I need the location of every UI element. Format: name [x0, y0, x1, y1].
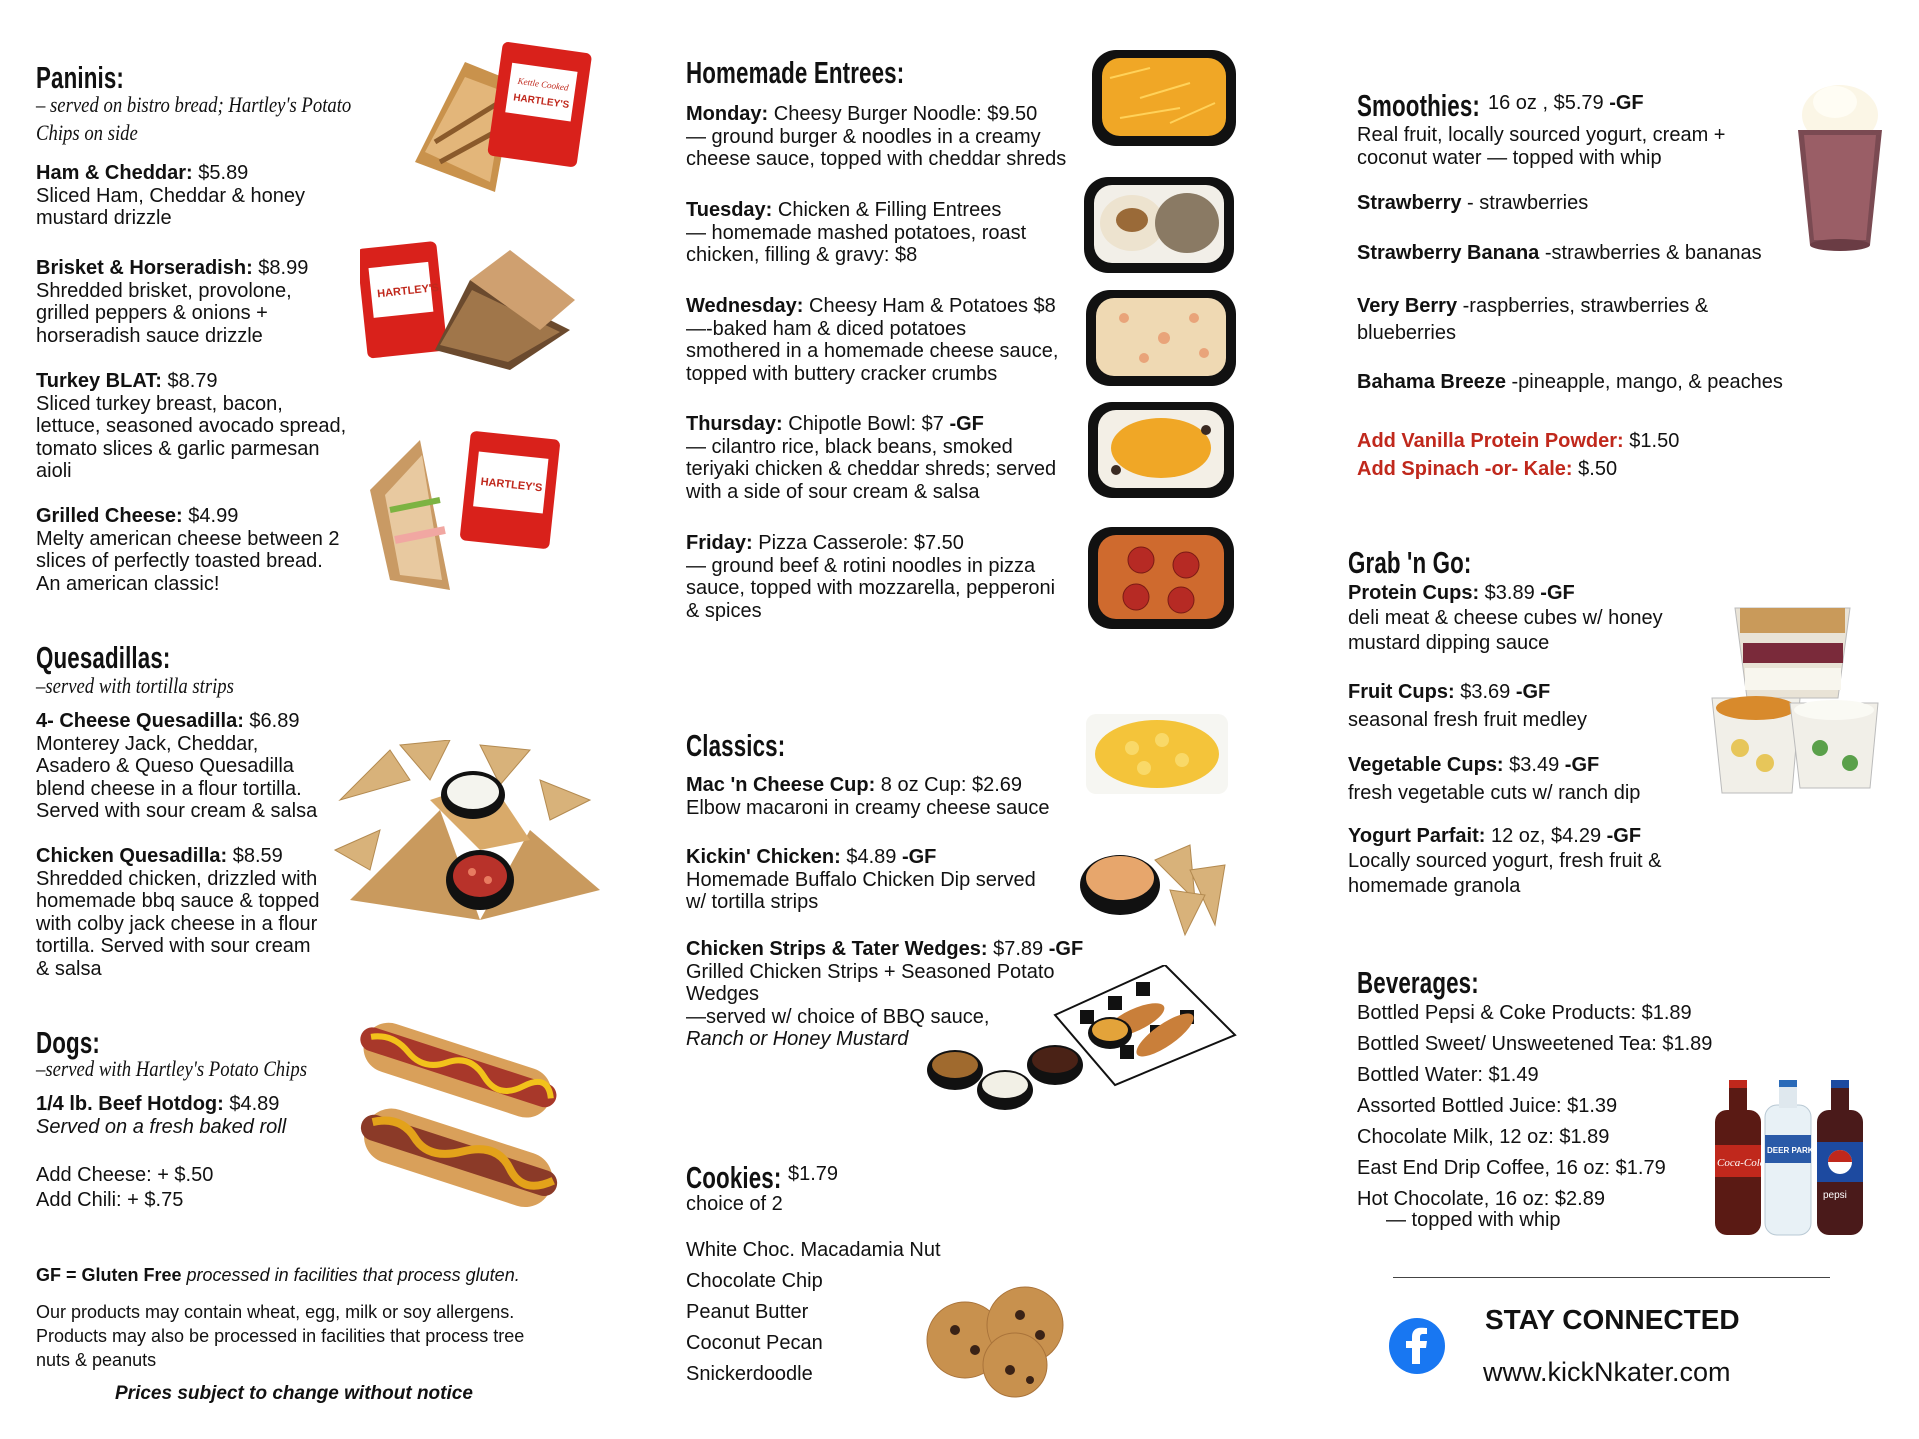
smoothie-addons: Add Vanilla Protein Powder: $1.50 Add Spinach -or- Kale: $.50 [1357, 430, 1680, 480]
cookies-heading: Cookies: [686, 1160, 782, 1195]
chicken-strips-image [915, 965, 1245, 1115]
paninis-subtitle-1: – served on bistro bread; Hartley's Potato [36, 92, 352, 117]
entree-tuesday-image [1082, 175, 1236, 275]
chip-bag-brand: Kettle Cooked [517, 75, 570, 93]
menu-item-beef-hotdog: 1/4 lb. Beef Hotdog: $4.89 Served on a fresh baked roll [36, 1093, 287, 1138]
turkey-blat-image [360, 430, 570, 600]
beverages-heading: Beverages: [1357, 965, 1479, 1000]
cookies-note: choice of 2 [686, 1193, 783, 1215]
menu-item-grilled-cheese: Grilled Cheese: $4.99 Melty american cheese between 2 slices of perfectly toasted bread. An american classic! [36, 505, 340, 595]
grab-n-go-heading: Grab 'n Go: [1348, 545, 1472, 580]
cookie-flavor: Snickerdoodle [686, 1363, 813, 1385]
grab-yogurt-parfait: Yogurt Parfait: 12 oz, $4.29 -GF Locally sourced yogurt, fresh fruit & homemade granola [1348, 825, 1662, 897]
smoothie-very-berry: Very Berry -raspberries, strawberries & blueberries [1357, 295, 1709, 344]
buffalo-dip-image [1075, 840, 1240, 940]
quesadillas-subtitle: –served with tortilla strips [36, 673, 234, 698]
brisket-chips-image [360, 240, 580, 380]
cookie-flavor: White Choc. Macadamia Nut [686, 1239, 941, 1261]
entree-friday: Friday: Pizza Casserole: $7.50 — ground beef & rotini noodles in pizza sauce, topped with mozzarella, pepperoni & spices [686, 532, 1056, 622]
classic-kickin-chicken: Kickin' Chicken: $4.89 -GF Homemade Buffalo Chicken Dip served w/ tortilla strips [686, 846, 1036, 913]
dogs-heading: Dogs: [36, 1025, 100, 1060]
beverage-item: Chocolate Milk, 12 oz: $1.89 [1357, 1126, 1610, 1148]
cookie-flavor: Chocolate Chip [686, 1270, 823, 1292]
entree-thursday-image [1086, 400, 1236, 500]
svg-text:HARTLEY'S: HARTLEY'S [480, 475, 543, 495]
pepsi-label: pepsi [1823, 1190, 1847, 1201]
beverage-item: Assorted Bottled Juice: $1.39 [1357, 1095, 1618, 1117]
hotdog-addons: Add Cheese: + $.50 Add Chili: + $.75 [36, 1164, 214, 1211]
cookie-flavor: Peanut Butter [686, 1301, 809, 1323]
menu-item-ham-cheddar: Ham & Cheddar: $5.89 Sliced Ham, Cheddar & honey mustard drizzle [36, 162, 306, 229]
entree-thursday: Thursday: Chipotle Bowl: $7 -GF — cilantro rice, black beans, smoked teriyaki chicken & cheddar shreds; served with a side of sour cream & salsa [686, 413, 1057, 503]
gluten-free-note: GF = Gluten Free processed in facilities that process gluten. [36, 1265, 520, 1285]
cookie-flavor: Coconut Pecan [686, 1332, 823, 1354]
beverage-item: Bottled Pepsi & Coke Products: $1.89 [1357, 1002, 1692, 1024]
grab-vegetable-cups: Vegetable Cups: $3.49 -GF fresh vegetable cuts w/ ranch dip [1348, 754, 1641, 804]
paninis-subtitle-2: Chips on side [36, 120, 138, 145]
coke-label: Coca-Cola [1717, 1157, 1766, 1169]
entree-friday-image [1086, 525, 1236, 631]
smoothie-bahama-breeze: Bahama Breeze -pineapple, mango, & peaches [1357, 371, 1783, 393]
smoothies-desc: Real fruit, locally sourced yogurt, cream + coconut water — topped with whip [1357, 124, 1726, 169]
cookies-image [915, 1285, 1075, 1400]
bottles-image [1705, 1080, 1875, 1240]
menu-item-brisket: Brisket & Horseradish: $8.99 Shredded brisket, provolone, grilled peppers & onions + horseradish sauce drizzle [36, 257, 309, 347]
smoothie-strawberry-banana: Strawberry Banana -strawberries & bananas [1357, 242, 1762, 264]
stay-connected-title: STAY CONNECTED [1485, 1304, 1740, 1335]
water-label: DEER PARK [1767, 1146, 1814, 1155]
menu-item-chicken-quesadilla: Chicken Quesadilla: $8.59 Shredded chicken, drizzled with homemade bbq sauce & topped with colby jack cheese in a flour tortilla. Served with sour cream & salsa [36, 845, 320, 980]
menu-item-turkey-blat: Turkey BLAT: $8.79 Sliced turkey breast, bacon, lettuce, seasoned avocado spread, tomato slices & garlic parmesan aioli [36, 370, 347, 482]
website-link[interactable]: www.kickNkater.com [1483, 1357, 1731, 1387]
price-notice: Prices subject to change without notice [115, 1383, 473, 1404]
hotdog-image [350, 1010, 565, 1225]
menu-item-4-cheese-quesadilla: 4- Cheese Quesadilla: $6.89 Monterey Jack, Cheddar, Asadero & Queso Quesadilla blend cheese in a flour tortilla. Served with sour cream & salsa [36, 710, 318, 822]
dogs-subtitle: –served with Hartley's Potato Chips [36, 1056, 307, 1081]
cookies-price: $1.79 [788, 1163, 839, 1185]
entree-monday: Monday: Cheesy Burger Noodle: $9.50 — ground burger & noodles in a creamy cheese sauce, topped with cheddar shreds [686, 103, 1067, 170]
beverage-item: East End Drip Coffee, 16 oz: $1.79 [1357, 1157, 1666, 1179]
grab-cups-image [1710, 598, 1880, 798]
smoothies-size-price: 16 oz , $5.79 -GF [1488, 92, 1644, 114]
svg-text:HARTLEY'S: HARTLEY'S [512, 92, 570, 112]
beverage-item: Bottled Water: $1.49 [1357, 1064, 1539, 1086]
svg-text:HARTLEY'S: HARTLEY'S [376, 281, 440, 301]
grab-protein-cups: Protein Cups: $3.89 -GF deli meat & cheese cubes w/ honey mustard dipping sauce [1348, 582, 1663, 654]
quesadillas-heading: Quesadillas: [36, 640, 171, 675]
entree-wednesday-image [1084, 288, 1238, 388]
hot-chocolate-note: — topped with whip [1386, 1209, 1561, 1231]
cookies-flavor-list [686, 1235, 941, 1390]
mac-cheese-image [1082, 708, 1232, 800]
facebook-icon[interactable] [1389, 1318, 1445, 1374]
entree-tuesday: Tuesday: Chicken & Filling Entrees — homemade mashed potatoes, roast chicken, filling & gravy: $8 [686, 199, 1027, 266]
classic-mac-cheese: Mac 'n Cheese Cup: 8 oz Cup: $2.69 Elbow macaroni in creamy cheese sauce [686, 774, 1050, 819]
classic-chicken-strips: Chicken Strips & Tater Wedges: $7.89 -GF Grilled Chicken Strips + Seasoned Potato Wedges —served w/ choice of BBQ sauce, Ranch or Honey Mustard [686, 938, 1084, 1050]
smoothie-strawberry: Strawberry - strawberries [1357, 192, 1589, 214]
entree-wednesday: Wednesday: Cheesy Ham & Potatoes $8 —-baked ham & diced potatoes smothered in a homemade cheese sauce, topped with buttery cracker crumbs [686, 295, 1059, 385]
beverage-list [1357, 998, 1712, 1215]
smoothies-heading: Smoothies: [1357, 88, 1480, 123]
paninis-heading: Paninis: [36, 60, 124, 95]
divider [1393, 1277, 1830, 1278]
grab-fruit-cups: Fruit Cups: $3.69 -GF seasonal fresh fruit medley [1348, 681, 1588, 731]
classics-heading: Classics: [686, 728, 786, 763]
beverage-item: Hot Chocolate, 16 oz: $2.89 [1357, 1188, 1605, 1210]
panini-chips-image [395, 42, 595, 202]
allergen-note: Our products may contain wheat, egg, milk or soy allergens. Products may also be processed in facilities that process tree nuts & peanuts [36, 1302, 525, 1370]
quesadilla-image [330, 740, 610, 940]
smoothie-image [1790, 80, 1890, 255]
entrees-heading: Homemade Entrees: [686, 55, 905, 90]
beverage-item: Bottled Sweet/ Unsweetened Tea: $1.89 [1357, 1033, 1713, 1055]
entree-monday-image [1090, 48, 1238, 148]
